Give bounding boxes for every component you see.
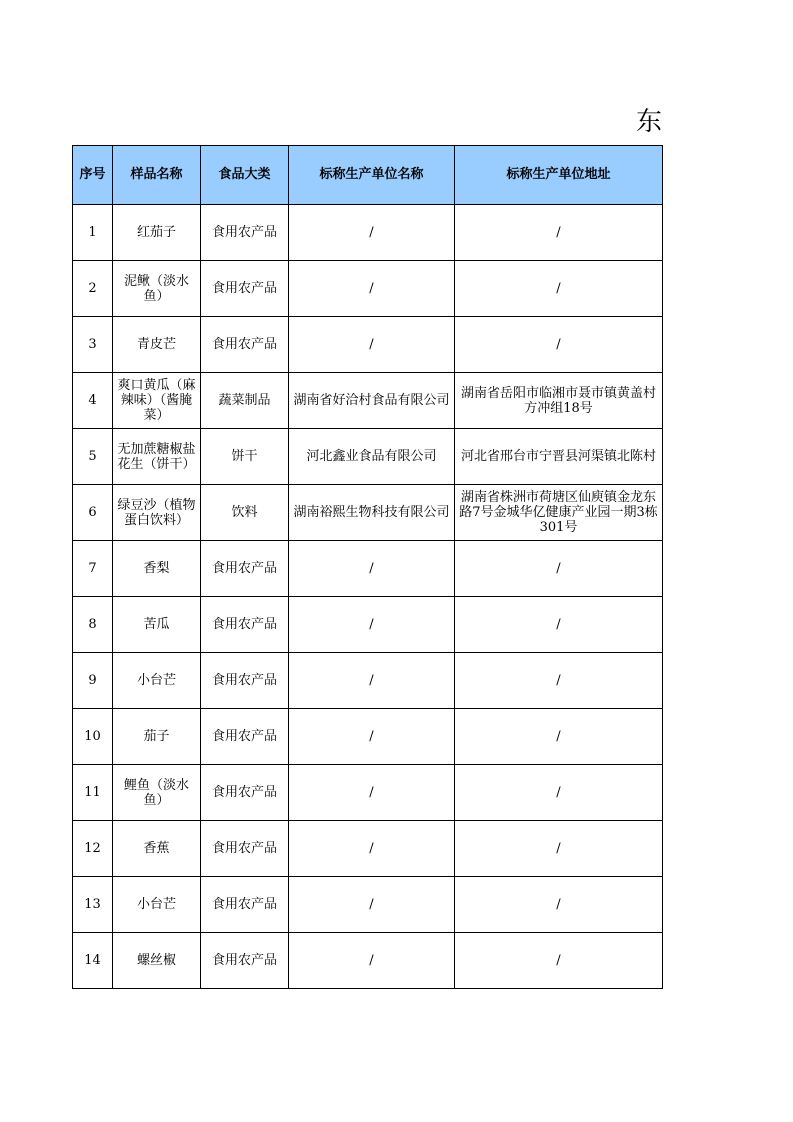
table-row [73, 709, 663, 765]
cell-producer-address: 湖南省岳阳市临湘市聂市镇黄盖村方冲组18号 [455, 373, 663, 429]
cell-producer-address: / [455, 933, 663, 989]
page-title-fragment: 东 [636, 107, 663, 137]
table-body [73, 205, 663, 989]
table-header-row [73, 146, 663, 205]
cell-food-category: 蔬菜制品 [201, 373, 289, 429]
cell-no: 10 [73, 709, 113, 765]
table-row [73, 877, 663, 933]
cell-sample-name: 茄子 [113, 709, 201, 765]
table-row [73, 373, 663, 429]
sample-table [72, 145, 663, 989]
cell-food-category: 饮料 [201, 485, 289, 541]
cell-no: 8 [73, 597, 113, 653]
cell-producer-address: / [455, 541, 663, 597]
cell-producer-address: / [455, 877, 663, 933]
header-sample-name: 样品名称 [113, 146, 201, 205]
cell-sample-name: 小台芒 [113, 877, 201, 933]
cell-producer-address: / [455, 261, 663, 317]
cell-producer-name: / [289, 877, 455, 933]
cell-food-category: 食用农产品 [201, 877, 289, 933]
cell-no: 1 [73, 205, 113, 261]
cell-food-category: 食用农产品 [201, 541, 289, 597]
cell-no: 9 [73, 653, 113, 709]
cell-producer-name: 湖南裕熙生物科技有限公司 [289, 485, 455, 541]
cell-no: 5 [73, 429, 113, 485]
cell-producer-name: 河北鑫业食品有限公司 [289, 429, 455, 485]
header-food-category: 食品大类 [201, 146, 289, 205]
table-row [73, 933, 663, 989]
cell-no: 6 [73, 485, 113, 541]
cell-no: 11 [73, 765, 113, 821]
cell-producer-address: / [455, 765, 663, 821]
cell-food-category: 食用农产品 [201, 261, 289, 317]
header-producer-address: 标称生产单位地址 [455, 146, 663, 205]
header-producer-name: 标称生产单位名称 [289, 146, 455, 205]
cell-producer-name: 湖南省好洽村食品有限公司 [289, 373, 455, 429]
table-row [73, 765, 663, 821]
cell-no: 3 [73, 317, 113, 373]
cell-food-category: 食用农产品 [201, 317, 289, 373]
cell-sample-name: 红茄子 [113, 205, 201, 261]
cell-sample-name: 小台芒 [113, 653, 201, 709]
cell-sample-name: 鲤鱼（淡水鱼） [113, 765, 201, 821]
cell-producer-name: / [289, 933, 455, 989]
table-row [73, 653, 663, 709]
cell-producer-address: / [455, 205, 663, 261]
cell-producer-address: / [455, 709, 663, 765]
cell-producer-name: / [289, 261, 455, 317]
table-row [73, 429, 663, 485]
table-row [73, 541, 663, 597]
cell-sample-name: 青皮芒 [113, 317, 201, 373]
cell-food-category: 食用农产品 [201, 653, 289, 709]
cell-sample-name: 螺丝椒 [113, 933, 201, 989]
cell-producer-name: / [289, 653, 455, 709]
cell-food-category: 食用农产品 [201, 709, 289, 765]
cell-sample-name: 无加蔗糖椒盐花生（饼干） [113, 429, 201, 485]
cell-no: 14 [73, 933, 113, 989]
cell-sample-name: 绿豆沙（植物蛋白饮料） [113, 485, 201, 541]
cell-producer-address: 湖南省株洲市荷塘区仙庾镇金龙东路7号金城华亿健康产业园一期3栋301号 [455, 485, 663, 541]
cell-food-category: 食用农产品 [201, 933, 289, 989]
cell-sample-name: 香梨 [113, 541, 201, 597]
cell-food-category: 食用农产品 [201, 765, 289, 821]
cell-producer-name: / [289, 821, 455, 877]
cell-no: 4 [73, 373, 113, 429]
table-row [73, 317, 663, 373]
cell-sample-name: 爽口黄瓜（麻辣味）（酱腌菜） [113, 373, 201, 429]
table-row [73, 821, 663, 877]
cell-producer-address: / [455, 317, 663, 373]
cell-producer-name: / [289, 597, 455, 653]
cell-producer-name: / [289, 205, 455, 261]
header-no: 序号 [73, 146, 113, 205]
cell-producer-address: / [455, 821, 663, 877]
cell-no: 13 [73, 877, 113, 933]
cell-producer-name: / [289, 317, 455, 373]
cell-food-category: 食用农产品 [201, 597, 289, 653]
cell-food-category: 食用农产品 [201, 205, 289, 261]
cell-no: 12 [73, 821, 113, 877]
cell-sample-name: 香蕉 [113, 821, 201, 877]
cell-producer-address: / [455, 597, 663, 653]
cell-producer-name: / [289, 541, 455, 597]
cell-food-category: 食用农产品 [201, 821, 289, 877]
cell-producer-address: / [455, 653, 663, 709]
table-row [73, 597, 663, 653]
cell-producer-name: / [289, 765, 455, 821]
cell-no: 2 [73, 261, 113, 317]
cell-producer-address: 河北省邢台市宁晋县河渠镇北陈村 [455, 429, 663, 485]
cell-sample-name: 苦瓜 [113, 597, 201, 653]
cell-no: 7 [73, 541, 113, 597]
cell-sample-name: 泥鳅（淡水鱼） [113, 261, 201, 317]
table-row [73, 205, 663, 261]
cell-producer-name: / [289, 709, 455, 765]
table-row [73, 485, 663, 541]
table-row [73, 261, 663, 317]
cell-food-category: 饼干 [201, 429, 289, 485]
